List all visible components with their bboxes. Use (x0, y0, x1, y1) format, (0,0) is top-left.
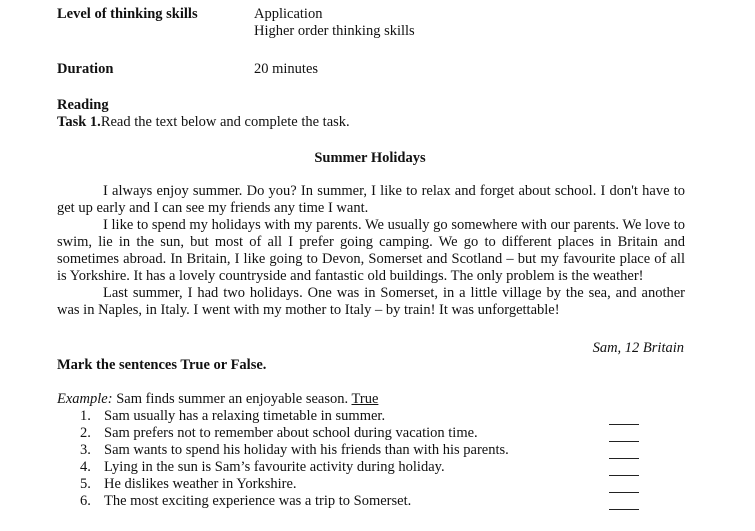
answer-blank-2[interactable] (609, 441, 639, 442)
list-item (80, 442, 660, 459)
list-item (80, 459, 660, 476)
article-paragraph: Last summer, I had two holidays. One was in Somerset, in a little village by the sea, and another was in Naples, in Italy. I went with my mother to Italy – by train! It was unforgettable! (57, 285, 685, 318)
task-line (57, 114, 350, 131)
item-text: The most exciting experience was a trip to Somerset. (104, 493, 412, 509)
list-item (80, 493, 660, 510)
answer-blank-1[interactable] (609, 424, 639, 425)
level-label: Level of thinking skills (57, 6, 198, 22)
statement-list (80, 408, 660, 510)
example-text: Sam finds summer an enjoyable season. (116, 391, 349, 407)
item-text: Sam prefers not to remember about school during vacation time. (104, 425, 478, 441)
list-item (80, 476, 660, 493)
answer-blank-4[interactable] (609, 475, 639, 476)
item-number: 2. (80, 425, 91, 441)
item-number: 5. (80, 476, 91, 492)
section-heading: Reading (57, 97, 109, 113)
item-text: Lying in the sun is Sam’s favourite activity during holiday. (104, 459, 445, 475)
item-text: Sam usually has a relaxing timetable in summer. (104, 408, 386, 424)
task-text: Read the text below and complete the task. (100, 114, 350, 130)
example-answer: True (351, 391, 379, 407)
answer-blank-5[interactable] (609, 492, 639, 493)
item-number: 4. (80, 459, 91, 475)
item-number: 6. (80, 493, 91, 509)
article-signature: Sam, 12 Britain (592, 340, 684, 356)
task-label: Task 1. (57, 114, 101, 130)
article-paragraph: I always enjoy summer. Do you? In summer, I like to relax and forget about school. I don't have to get up early and I can see my friends any time I want. (57, 183, 685, 216)
level-value-2: Higher order thinking skills (254, 23, 415, 39)
item-text: He dislikes weather in Yorkshire. (104, 476, 297, 492)
article-title: Summer Holidays (314, 150, 426, 166)
duration-value: 20 minutes (254, 61, 319, 77)
level-value-1: Application (254, 6, 323, 22)
item-number: 1. (80, 408, 91, 424)
item-number: 3. (80, 442, 91, 458)
article-paragraph: I like to spend my holidays with my parents. We usually go somewhere with our parents. We love to swim, lie in the sun, but most of all I prefer going camping. We go to different places in Britain and sometimes abroad. In Britain, I like going to Devon, Somerset and Scotland – but my favourite place of all is Yorkshire. It has a lovely countryside and fantastic old buildings. The only problem is the weather! (57, 217, 685, 284)
article-body (57, 183, 685, 319)
example-label: Example: (57, 391, 113, 407)
answer-blank-3[interactable] (609, 458, 639, 459)
exercise-instruction: Mark the sentences True or False. (57, 357, 267, 373)
list-item (80, 408, 660, 425)
answer-blank-6[interactable] (609, 509, 639, 510)
example-line (57, 391, 378, 408)
item-text: Sam wants to spend his holiday with his friends than with his parents. (104, 442, 509, 458)
duration-label: Duration (57, 61, 114, 77)
list-item (80, 425, 660, 442)
